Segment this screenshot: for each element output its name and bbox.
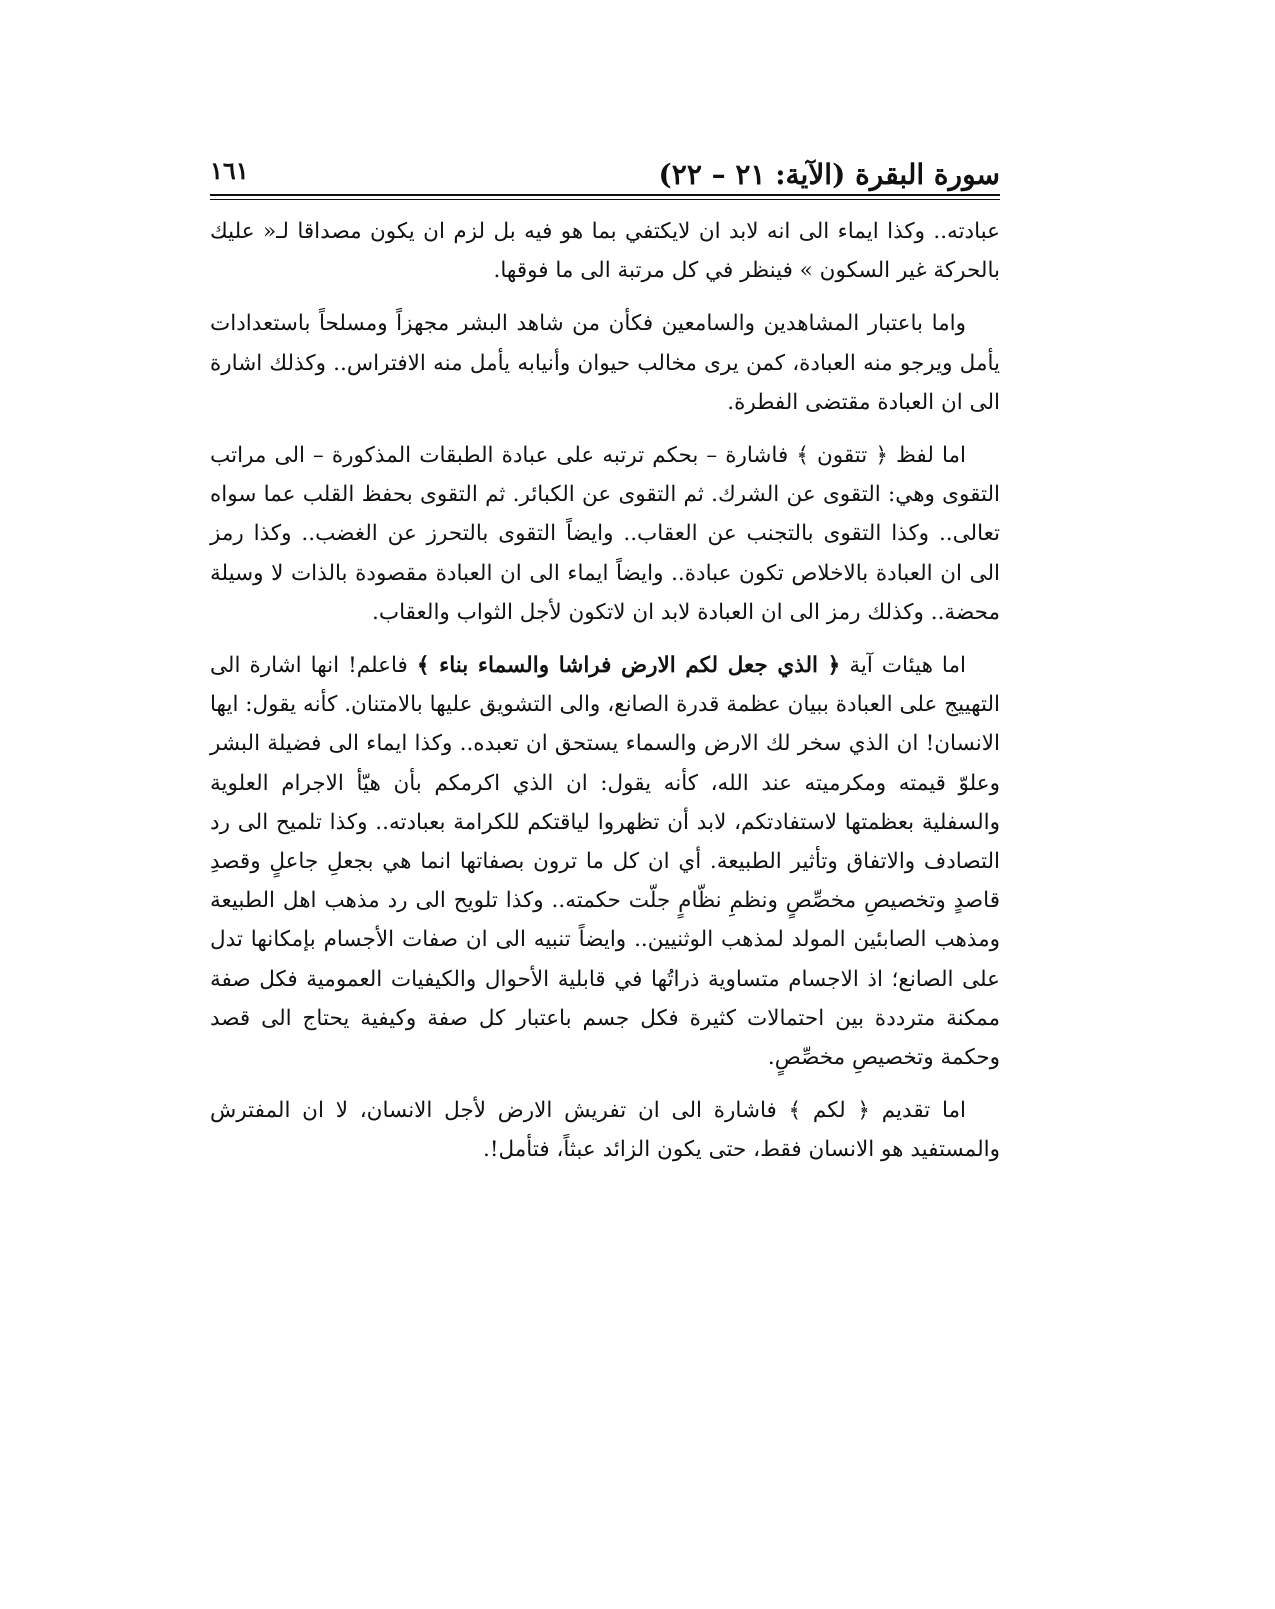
paragraph-4-text: فاعلم! انها اشارة الى التهييج على العبادة ببيان عظمة قدرة الصانع، والى التشويق عليها بالامتنان. كأنه يقول: ايها الانسان! ان الذي سخر لك الارض والسماء يستحق ان تعبده.. وكذا ايماء الى فضيلة البشر وعلوّ قيمته ومكرميته عند الله، كأنه يقول: ان الذي اكرمكم بأن هيّأ الاجرام العلوية والسفلية بعظمتها لاستفادتكم، لابد أن تظهروا لياقتكم للكرامة بعبادته.. وكذا تلميح الى رد التصادف والاتفاق وتأثير الطبيعة. أي ان كل ما ترون بصفاتها انما هي بجعلِ جاعلٍ وقصدِ قاصدٍ وتخصيصِ مخصِّصٍ ونظمِ نظّامٍ جلّت حكمته.. وكذا تلويح الى رد مذهب اهل الطبيعة ومذهب الصابئين المولد لمذهب الوثنيين.. وايضاً تنبيه الى ان صفات الأجسام بإمكانها تدل على الصانع؛ اذ الاجسام متساوية ذراتُها في قابلية الأحوال والكيفيات العمومية فكل صفة ممكنة مترددة بين احتمالات كثيرة فكل جسم باعتبار كل صفة وكيفية يحتاج الى قصد وحكمة وتخصيصِ مخصِّصٍ. (210, 653, 1000, 1071)
paragraph-1-text: عبادته.. وكذا ايماء الى انه لابد ان لايكتفي بما هو فيه بل لزم ان يكون مصداقا لـ« عليك بالحركة غير السكون » فينظر في كل مرتبة الى ما فوقها. (210, 219, 1000, 284)
running-header (210, 150, 1000, 194)
paragraph-3-text: اما لفظ ﴿ تتقون ﴾ فاشارة – بحكم ترتبه على عبادة الطبقات المذكورة – الى مراتب التقوى وهي: التقوى عن الشرك. ثم التقوى عن الكبائر. ثم التقوى بحفظ القلب عما سواه تعالى.. وكذا التقوى بالتجنب عن العقاب.. وايضاً التقوى بالتحرز عن الغضب.. وكذا رمز الى ان العبادة بالاخلاص تكون عبادة.. وايضاً ايماء الى ان العبادة مقصودة بالذات لا وسيلة محضة.. وكذلك رمز الى ان العبادة لابد ان لاتكون لأجل الثواب والعقاب. (210, 443, 1000, 625)
paragraph-5 (210, 1091, 1000, 1169)
surah-title: سورة البقرة (الآية: ٢١ – ٢٢) (658, 158, 1000, 191)
paragraph-4-lead: اما هيئات آية (849, 653, 966, 679)
page (210, 150, 1000, 1184)
quranic-verse: ﴿ الذي جعل لكم الارض فراشا والسماء بناء ﴾ (416, 653, 841, 679)
paragraph-1 (210, 212, 1000, 290)
paragraph-2-text: واما باعتبار المشاهدين والسامعين فكأن من شاهد البشر مجهزاً ومسلحاً باستعدادات يأمل ويرجو منه العبادة، كمن يرى مخالب حيوان وأنيابه يأمل منه الافتراس.. وكذلك اشارة الى ان العبادة مقتضى الفطرة. (210, 311, 1000, 415)
header-rule-thin (210, 199, 1000, 200)
header-rule-thick (210, 194, 1000, 196)
paragraph-2 (210, 304, 1000, 422)
paragraph-3 (210, 436, 1000, 632)
page-number: ١٦١ (210, 156, 249, 185)
paragraph-4 (210, 646, 1000, 1077)
paragraph-5-text: اما تقديم ﴿ لكم ﴾ فاشارة الى ان تفريش الارض لأجل الانسان، لا ان المفترش والمستفيد هو الانسان فقط، حتى يكون الزائد عبثاً، فتأمل!. (210, 1098, 1000, 1163)
